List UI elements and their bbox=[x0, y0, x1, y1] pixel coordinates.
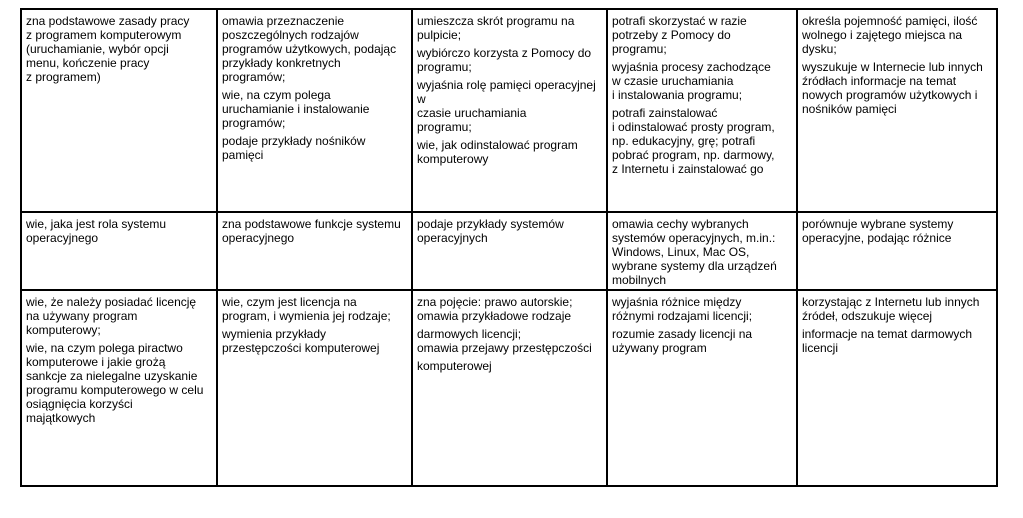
cell-paragraph: wie, czym jest licencja na program, i wymienia jej rodzaje; bbox=[222, 295, 391, 323]
cell-paragraph: omawia cechy wybranych systemów operacyjnych, m.in.: Windows, Linux, Mac OS, wybrane systemy dla urządzeń mobilnych bbox=[612, 217, 777, 287]
table-cell bbox=[412, 212, 607, 290]
table-cell bbox=[217, 290, 412, 486]
table-cell bbox=[217, 212, 412, 290]
table-cell bbox=[21, 212, 217, 290]
cell-paragraph: podaje przykłady systemów operacyjnych bbox=[417, 217, 564, 245]
cell-paragraph: wyjaśnia różnice między różnymi rodzajami licencji; bbox=[612, 295, 753, 323]
cell-paragraph: wyjaśnia rolę pamięci operacyjnej w czasie uruchamiania programu; bbox=[417, 78, 596, 134]
cell-paragraph: określa pojemność pamięci, ilość wolnego i zajętego miejsca na dysku; bbox=[802, 14, 978, 56]
cell-paragraph: zna pojęcie: prawo autorskie; omawia przykładowe rodzaje bbox=[417, 295, 573, 323]
table-cell bbox=[412, 9, 607, 212]
table-cell bbox=[217, 9, 412, 212]
table-row bbox=[21, 290, 997, 486]
cell-paragraph: potrafi zainstalować i odinstalować prosty program, np. edukacyjny, grę; potrafi pobrać program, np. darmowy, z Internetu i zainstalować go bbox=[612, 106, 775, 176]
table-row bbox=[21, 9, 997, 212]
table-cell bbox=[797, 9, 997, 212]
table-row bbox=[21, 212, 997, 290]
cell-paragraph: darmowych licencji; omawia przejawy przestępczości bbox=[417, 327, 592, 355]
table-cell bbox=[607, 212, 797, 290]
cell-paragraph: zna podstawowe funkcje systemu operacyjnego bbox=[222, 217, 401, 245]
cell-paragraph: komputerowej bbox=[417, 359, 492, 373]
cell-paragraph: wie, jaka jest rola systemu operacyjnego bbox=[26, 217, 167, 245]
cell-paragraph: wyjaśnia procesy zachodzące w czasie uruchamiania i instalowania programu; bbox=[612, 60, 771, 102]
cell-paragraph: potrafi skorzystać w razie potrzeby z Pomocy do programu; bbox=[612, 14, 747, 56]
table-cell bbox=[412, 290, 607, 486]
cell-paragraph: wie, jak odinstalować program komputerowy bbox=[417, 138, 578, 166]
table-cell bbox=[797, 290, 997, 486]
requirements-table bbox=[20, 8, 998, 487]
table-body bbox=[21, 9, 997, 486]
cell-paragraph: wie, że należy posiadać licencję na używany program komputerowy; bbox=[26, 295, 197, 337]
table-cell bbox=[21, 290, 217, 486]
table-cell bbox=[797, 212, 997, 290]
cell-paragraph: zna podstawowe zasady pracy z programem komputerowym (uruchamianie, wybór opcji menu, kończenie pracy z programem) bbox=[26, 14, 190, 84]
table-cell bbox=[607, 9, 797, 212]
cell-paragraph: wie, na czym polega uruchamianie i instalowanie programów; bbox=[222, 88, 370, 130]
cell-paragraph: umieszcza skrót programu na pulpicie; bbox=[417, 14, 575, 42]
cell-paragraph: podaje przykłady nośników pamięci bbox=[222, 134, 366, 162]
cell-paragraph: porównuje wybrane systemy operacyjne, podając różnice bbox=[802, 217, 954, 245]
cell-paragraph: informacje na temat darmowych licencji bbox=[802, 327, 973, 355]
cell-paragraph: wyszukuje w Internecie lub innych źródłach informacje na temat nowych programów użytkowych i nośników pamięci bbox=[802, 60, 983, 116]
table-cell bbox=[21, 9, 217, 212]
cell-paragraph: wybiórczo korzysta z Pomocy do programu; bbox=[417, 46, 592, 74]
table-cell bbox=[607, 290, 797, 486]
cell-paragraph: korzystając z Internetu lub innych źródeł, odszukuje więcej bbox=[802, 295, 980, 323]
cell-paragraph: omawia przeznaczenie poszczególnych rodzajów programów użytkowych, podając przykłady konkretnych programów; bbox=[222, 14, 397, 84]
cell-paragraph: rozumie zasady licencji na używany program bbox=[612, 327, 753, 355]
cell-paragraph: wie, na czym polega piractwo komputerowe i jakie grożą sankcje za nielegalne uzyskanie programu komputerowego w celu osiągnięcia korzyści majątkowych bbox=[26, 341, 204, 425]
cell-paragraph: wymienia przykłady przestępczości komputerowej bbox=[222, 327, 380, 355]
